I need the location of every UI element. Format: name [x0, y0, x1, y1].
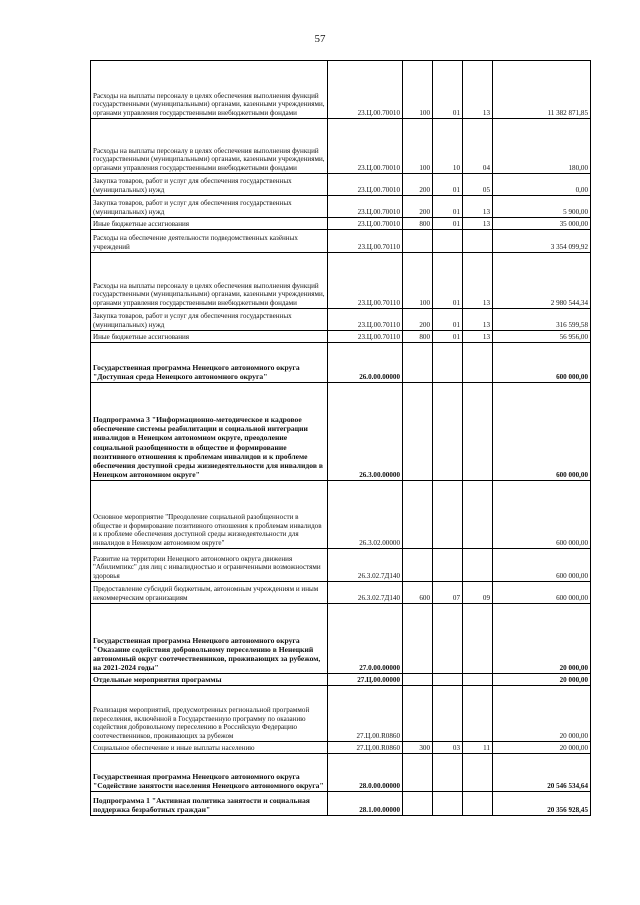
amount: 600 000,00: [493, 549, 591, 582]
section: 01: [433, 196, 463, 218]
section: [433, 481, 463, 549]
amount: 180,00: [493, 119, 591, 174]
expense-name: Закупка товаров, работ и услуг для обеспечения государственных (муниципальных) нужд: [91, 174, 328, 196]
expense-type: 200: [403, 174, 433, 196]
subsection: 13: [463, 218, 493, 230]
expense-name: Социальное обеспечение и иные выплаты населению: [91, 742, 328, 754]
subsection: [463, 686, 493, 742]
expense-type: 600: [403, 582, 433, 604]
expense-type: [403, 792, 433, 816]
expense-type: 200: [403, 309, 433, 331]
table-row: [91, 230, 591, 253]
subsection: 11: [463, 742, 493, 754]
target-code: 28.0.00.00000: [328, 754, 403, 792]
expense-type: [403, 686, 433, 742]
expense-type: 100: [403, 61, 433, 119]
subsection: [463, 383, 493, 481]
subsection: 09: [463, 582, 493, 604]
amount: 35 000,00: [493, 218, 591, 230]
amount: 3 354 099,92: [493, 230, 591, 253]
table-row: [91, 582, 591, 604]
expense-name: Государственная программа Ненецкого автономного округа "Доступная среда Ненецкого автономного округа": [91, 343, 328, 383]
target-code: 23.Ц.00.70110: [328, 230, 403, 253]
subsection: 13: [463, 309, 493, 331]
target-code: 23.Ц.00.70010: [328, 174, 403, 196]
amount: 316 599,58: [493, 309, 591, 331]
section: 01: [433, 309, 463, 331]
subsection: 04: [463, 119, 493, 174]
expense-type: 800: [403, 331, 433, 343]
table-row: [91, 742, 591, 754]
expense-type: [403, 549, 433, 582]
section: 01: [433, 218, 463, 230]
amount: 0,00: [493, 174, 591, 196]
expense-name: Подпрограмма 1 "Активная политика занятости и социальная поддержка безработных граждан": [91, 792, 328, 816]
section: [433, 549, 463, 582]
section: 01: [433, 253, 463, 309]
target-code: 27.Ц.00.R0860: [328, 742, 403, 754]
expense-type: [403, 343, 433, 383]
subsection: 13: [463, 253, 493, 309]
expense-name: Предоставление субсидий бюджетным, автономным учреждениям и иным некоммерческим организациям: [91, 582, 328, 604]
table-row: [91, 174, 591, 196]
table-row: [91, 253, 591, 309]
table-row: [91, 383, 591, 481]
expense-type: [403, 604, 433, 674]
subsection: 13: [463, 61, 493, 119]
subsection: [463, 604, 493, 674]
target-code: 26.3.02.7Д140: [328, 549, 403, 582]
section: [433, 792, 463, 816]
subsection: [463, 754, 493, 792]
expense-name: Государственная программа Ненецкого автономного округа "Содействие занятости населения Ненецкого автономного округа": [91, 754, 328, 792]
table-row: [91, 549, 591, 582]
section: [433, 383, 463, 481]
section: [433, 343, 463, 383]
expense-name: Расходы на выплаты персоналу в целях обеспечения выполнения функций государственными (муниципальными) органами, казенными учреждениями, органами управления государственными внебюджетными фондами: [91, 253, 328, 309]
target-code: 23.Ц.00.70110: [328, 309, 403, 331]
section: 03: [433, 742, 463, 754]
expense-type: [403, 754, 433, 792]
amount: 5 900,00: [493, 196, 591, 218]
expense-type: 200: [403, 196, 433, 218]
expense-name: Развитие на территории Ненецкого автономного округа движения "Абилимпикс" для лиц с инвалидностью и ограниченными возможностями здоровья: [91, 549, 328, 582]
expense-name: Основное мероприятие "Преодоление социальной разобщенности в обществе и формирование позитивного отношения к проблемам инвалидов и к проблеме обеспечения доступной среды жизнедеятельности для инвалидов в Ненецком автономном округе": [91, 481, 328, 549]
table-row: [91, 61, 591, 119]
section: [433, 674, 463, 686]
subsection: [463, 230, 493, 253]
amount: 11 382 871,85: [493, 61, 591, 119]
expense-name: Отдельные мероприятия программы: [91, 674, 328, 686]
section: [433, 230, 463, 253]
subsection: [463, 549, 493, 582]
table-row: [91, 119, 591, 174]
expense-type: [403, 674, 433, 686]
subsection: 13: [463, 331, 493, 343]
amount: 600 000,00: [493, 582, 591, 604]
expense-type: 100: [403, 253, 433, 309]
table-row: [91, 604, 591, 674]
target-code: 23.Ц.00.70110: [328, 331, 403, 343]
expense-type: 800: [403, 218, 433, 230]
table-row: [91, 309, 591, 331]
expense-name: Подпрограмма 3 "Информационно-методическое и кадровое обеспечение системы реабилитации и социальной интеграции инвалидов в Ненецком автономном округе, преодоление социальной разобщенности в обществе и формирование позитивного отношения к проблемам инвалидов и к проблеме обеспечения доступной среды жизнедеятельности для инвалидов в Ненецком автономном округе": [91, 383, 328, 481]
table-row: [91, 674, 591, 686]
amount: 20 356 928,45: [493, 792, 591, 816]
amount: 20 000,00: [493, 674, 591, 686]
table-row: [91, 196, 591, 218]
amount: 20 546 534,64: [493, 754, 591, 792]
target-code: 27.Ц.00.R0860: [328, 686, 403, 742]
section: [433, 686, 463, 742]
target-code: 26.3.02.00000: [328, 481, 403, 549]
target-code: 23.Ц.00.70010: [328, 218, 403, 230]
subsection: [463, 343, 493, 383]
section: 07: [433, 582, 463, 604]
expense-type: [403, 230, 433, 253]
section: 01: [433, 331, 463, 343]
target-code: 28.1.00.00000: [328, 792, 403, 816]
subsection: [463, 674, 493, 686]
table-row: [91, 218, 591, 230]
target-code: 23.Ц.00.70110: [328, 253, 403, 309]
section: [433, 754, 463, 792]
expense-name: Иные бюджетные ассигнования: [91, 331, 328, 343]
target-code: 27.Ц.00.00000: [328, 674, 403, 686]
section: 01: [433, 174, 463, 196]
subsection: 13: [463, 196, 493, 218]
expense-type: [403, 481, 433, 549]
budget-table: [90, 60, 591, 816]
amount: 600 000,00: [493, 383, 591, 481]
target-code: 27.0.00.00000: [328, 604, 403, 674]
amount: 600 000,00: [493, 343, 591, 383]
table-row: [91, 754, 591, 792]
expense-type: 100: [403, 119, 433, 174]
subsection: 05: [463, 174, 493, 196]
expense-type: [403, 383, 433, 481]
table-row: [91, 792, 591, 816]
expense-name: Расходы на выплаты персоналу в целях обеспечения выполнения функций государственными (муниципальными) органами, казенными учреждениями, органами управления государственными внебюджетными фондами: [91, 61, 328, 119]
expense-name: Закупка товаров, работ и услуг для обеспечения государственных (муниципальных) нужд: [91, 309, 328, 331]
expense-name: Расходы на выплаты персоналу в целях обеспечения выполнения функций государственными (муниципальными) органами, казенными учреждениями, органами управления государственными внебюджетными фондами: [91, 119, 328, 174]
amount: 56 956,00: [493, 331, 591, 343]
expense-name: Расходы на обеспечение деятельности подведомственных казённых учреждений: [91, 230, 328, 253]
subsection: [463, 481, 493, 549]
subsection: [463, 792, 493, 816]
target-code: 26.0.00.00000: [328, 343, 403, 383]
amount: 20 000,00: [493, 742, 591, 754]
table-row: [91, 343, 591, 383]
target-code: 26.3.00.00000: [328, 383, 403, 481]
section: [433, 604, 463, 674]
expense-name: Закупка товаров, работ и услуг для обеспечения государственных (муниципальных) нужд: [91, 196, 328, 218]
expense-name: Государственная программа Ненецкого автономного округа "Оказание содействия добровольному переселению в Ненецкий автономный округ соотечественников, проживающих за рубежом, на 2021-2024 годы": [91, 604, 328, 674]
table-row: [91, 331, 591, 343]
target-code: 23.Ц.00.70010: [328, 196, 403, 218]
target-code: 26.3.02.7Д140: [328, 582, 403, 604]
amount: 600 000,00: [493, 481, 591, 549]
table-row: [91, 481, 591, 549]
table-row: [91, 686, 591, 742]
expense-name: Иные бюджетные ассигнования: [91, 218, 328, 230]
page-number: 57: [314, 33, 326, 45]
amount: 20 000,00: [493, 604, 591, 674]
amount: 20 000,00: [493, 686, 591, 742]
section: 10: [433, 119, 463, 174]
section: 01: [433, 61, 463, 119]
target-code: 23.Ц.00.70010: [328, 119, 403, 174]
expense-type: 300: [403, 742, 433, 754]
amount: 2 980 544,34: [493, 253, 591, 309]
expense-name: Реализация мероприятий, предусмотренных региональной программой переселения, включённой в Государственную программу по оказанию содействия добровольному переселению в Российскую Федерацию соотечественников, проживающих за рубежом: [91, 686, 328, 742]
target-code: 23.Ц.00.70010: [328, 61, 403, 119]
